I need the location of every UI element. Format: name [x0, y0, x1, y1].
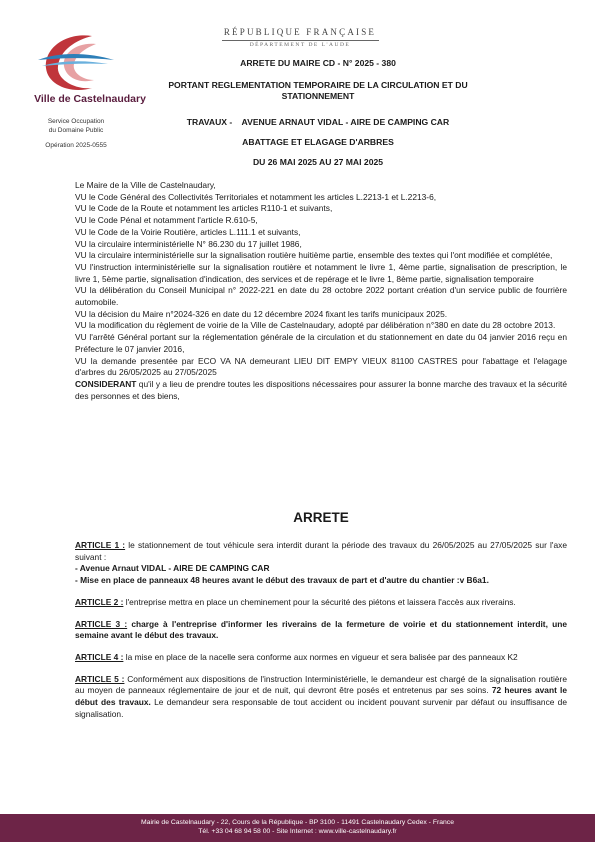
article-4-text: la mise en place de la nacelle sera conforme aux normes en vigueur et sera balisée par des panneaux K2 — [123, 651, 518, 662]
works-type: ABATTAGE ET ELAGAGE D'ARBRES — [242, 137, 394, 147]
article-3-text: charge à l'entreprise d'informer les riverains de la fermeture de voirie et du stationnement interdit, — [127, 618, 553, 629]
works-period: DU 26 MAI 2025 AU 27 MAI 2025 — [252, 157, 384, 167]
article-1-item2: - Mise en place de panneaux 48 heures avant le début des travaux de part et d'autre du chantier :v B6a1. — [75, 575, 489, 586]
article-1-item1: - Avenue Arnaut VIDAL - AIRE DE CAMPING CAR — [75, 563, 270, 574]
footer-address: Mairie de Castelnaudary - 22, Cours de la République - BP 3100 - 11491 Castelnaudary Cedex - France — [141, 819, 454, 826]
decree-preamble — [75, 180, 567, 402]
service-info — [30, 118, 122, 151]
article-5-label: ARTICLE 5 : — [75, 673, 125, 684]
article-1-text: le stationnement de tout véhicule sera interdit durant la période des travaux du 26/05/2025 au 27/05/2025 sur l'axe suivant : — [75, 540, 568, 562]
operation-number: Opération 2025-0555 — [45, 142, 107, 149]
articles — [75, 540, 567, 730]
article-3-label: ARTICLE 3 : — [75, 618, 128, 629]
article-2-label: ARTICLE 2 : — [75, 596, 124, 607]
considerant — [75, 379, 567, 402]
article-4-label: ARTICLE 4 : — [75, 651, 124, 662]
vu-item: VU la demande presentée par ECO VA NA demeurant LIEU DIT EMPY VIEUX 81100 CASTRES pour l'abattage et l'elagage d'arbres du 26/05/2025 au 27/05/2025 — [75, 355, 567, 378]
article-5-text: Conformément aux dispositions de l'instruction Interministérielle, le demandeur est chargé de la signalisation routière au moyen de panneaux réglementaire de jour et de nuit, qui devront être posés et entretenus par ses soins. — [75, 673, 568, 696]
service-line1: Service Occupation — [47, 118, 105, 125]
republic-heading: RÉPUBLIQUE FRANÇAISE — [223, 27, 377, 37]
service-line2: du Domaine Public — [48, 126, 104, 134]
preamble-intro: Le Maire de la Ville de Castelnaudary, — [75, 180, 216, 190]
considerant-label: CONSIDERANT — [75, 378, 137, 389]
department-heading: DÉPARTEMENT DE L'AUDE — [249, 42, 351, 48]
vu-item: VU la délibération du Conseil Municipal n° 2022-221 en date du 28 octobre 2022 portant création d'un service public de fourrière automobile. — [75, 285, 567, 308]
decree-subject — [150, 80, 486, 102]
article-3 — [75, 619, 567, 642]
subject-line2: STATIONNEMENT — [281, 91, 355, 101]
article-3-bold: une semaine avant le début des travaux. — [75, 618, 568, 641]
subject-line1: PORTANT REGLEMENTATION TEMPORAIRE DE LA CIRCULATION ET DU — [168, 80, 468, 90]
vu-item: VU le Code de la Route et notamment les articles R110-1 et suivants, — [75, 203, 333, 214]
article-2 — [75, 597, 567, 609]
vu-item: VU le Code Général des Collectivités Territoriales et notamment les articles L.2213-1 et L.2213-6, — [75, 191, 437, 202]
vu-item: VU la circulaire interministérielle N° 86.230 du 17 juillet 1986, — [75, 238, 302, 249]
works-location: TRAVAUX - AVENUE ARNAUT VIDAL - AIRE DE CAMPING CAR — [186, 117, 450, 127]
vu-item: VU l'instruction interministérielle sur la signalisation routière et notamment le livre 1, 4ème partie, signalisation de prescription, le livre 1, 5ème partie, signalisation d'indication, des services et de repérage et le livre 1, 8ème partie, signalisation temporaire — [75, 261, 567, 284]
considerant-text: qu'il y a lieu de prendre toutes les dispositions nécessaires pour assurer la bonne marche des travaux et la sécurité des personnes et des biens, — [75, 378, 567, 401]
article-1-label: ARTICLE 1 : — [75, 540, 126, 550]
city-logo — [36, 30, 116, 96]
article-5-bold: 72 heures avant le début des travaux. — [75, 685, 568, 708]
article-5 — [75, 674, 567, 721]
article-1 — [75, 540, 567, 587]
vu-item: VU l'arrêté Général portant sur la réglementation générale de la circulation et du stationnement en date du 04 janvier 2016 reçu en Préfecture le 07 janvier 2016, — [75, 332, 567, 354]
decree-number: ARRETE DU MAIRE CD - N° 2025 - 380 — [240, 58, 396, 68]
city-name: Ville de Castelnaudary — [34, 93, 146, 105]
footer-contact: Tél. +33 04 68 94 58 00 - Site Internet : www.ville-castelnaudary.fr — [198, 828, 397, 835]
article-5-text2: Le demandeur sera responsable de tout accident ou incident pouvant survenir par défaut ou insuffisance de signalisation. — [75, 697, 567, 719]
page-footer — [0, 814, 595, 842]
vu-item: VU la décision du Maire n°2024-326 en date du 12 décembre 2024 fixant les tarifs municipaux 2025. — [75, 308, 448, 319]
article-2-text: l'entreprise mettra en place un cheminement pour la sécurité des piétons et laissera l'accès aux riverains. — [123, 596, 516, 607]
article-4 — [75, 652, 567, 664]
vu-item: VU le Code Pénal et notamment l'article R.610-5, — [75, 215, 258, 226]
decree-title: ARRETE — [293, 510, 349, 525]
vu-item: VU le Code de la Voirie Routière, articles L.111.1 et suivants, — [75, 226, 301, 237]
vu-item: VU la circulaire interministérielle sur la signalisation routière huitième partie, ensemble des textes qui l'ont modifiée et complétée, — [75, 250, 553, 261]
vu-item: VU la modification du règlement de voirie de la Ville de Castelnaudary, adopté par délibération n°380 en date du 28 octobre 2013. — [75, 320, 556, 331]
header-divider — [222, 40, 379, 41]
